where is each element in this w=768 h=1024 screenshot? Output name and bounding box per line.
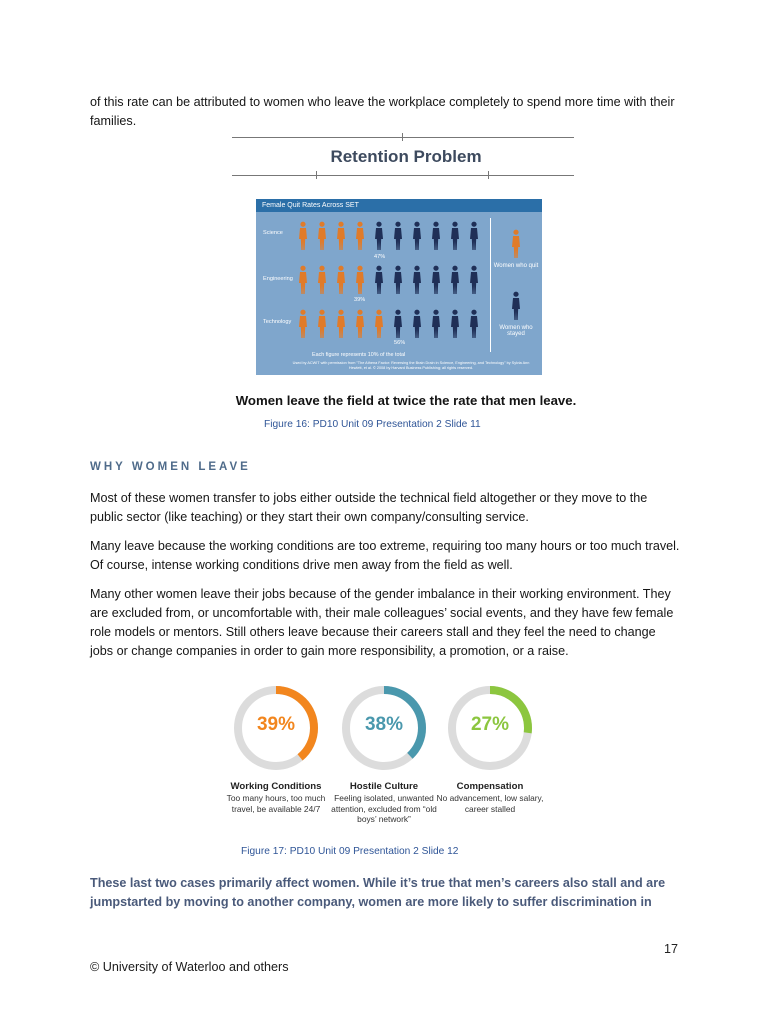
donut-compensation bbox=[446, 684, 534, 772]
rule-tick bbox=[488, 171, 489, 179]
paragraph-3: Many other women leave their jobs because of the gender imbalance in their working environment. They are excluded from, or uncomfortable with, their male colleagues’ social events, and they have few female role models or mentors. Still others leave because their careers stall and they feel the need to change jobs or change companies in order to gain more responsibility, a promotion, or a raise. bbox=[90, 587, 674, 658]
woman-stayed-figure bbox=[469, 309, 479, 339]
woman-stayed-figure bbox=[450, 221, 460, 251]
woman-stayed-figure bbox=[393, 221, 403, 251]
woman-quit-figure bbox=[355, 265, 365, 295]
woman-stayed-figure bbox=[431, 265, 441, 295]
woman-quit-figure bbox=[317, 265, 327, 295]
donut-percent: 27% bbox=[470, 714, 510, 735]
figure-credit: Used by ACWIT with permission from "The Athena Factor: Reversing the Brain Drain in Science, Engineering, and Technology" by Sylvia Ann Hewlett, et al. © 2008 by Harvard Business Publishing; all rights reserved. bbox=[292, 361, 530, 370]
row-label-science: Science bbox=[263, 230, 283, 236]
woman-quit-figure bbox=[298, 221, 308, 251]
donut-description: Feeling isolated, unwanted attention, excluded from “old boys’ network” bbox=[331, 793, 437, 824]
woman-quit-figure bbox=[298, 265, 308, 295]
woman-stayed-figure bbox=[431, 309, 441, 339]
donut-percent: 39% bbox=[256, 714, 296, 735]
donut-description: No advancement, low salary, career stalled bbox=[436, 793, 544, 814]
row-label-engineering: Engineering bbox=[263, 276, 293, 282]
bottom-rule bbox=[232, 175, 574, 176]
legend-divider bbox=[490, 218, 491, 352]
rule-tick bbox=[316, 171, 317, 179]
donut-working-conditions bbox=[232, 684, 320, 772]
paragraph-1: Most of these women transfer to jobs either outside the technical field altogether or they move to the public sector (like teaching) or they start their own company/consulting service. bbox=[90, 491, 648, 524]
page-number: 17 bbox=[663, 942, 678, 956]
woman-quit-figure bbox=[298, 309, 308, 339]
woman-stayed-figure bbox=[431, 221, 441, 251]
figure-why-women-leave bbox=[220, 676, 550, 840]
donut-percent: 38% bbox=[364, 714, 404, 735]
percent-label-science: 47% bbox=[374, 254, 386, 260]
donut-hostile-culture bbox=[340, 684, 428, 772]
figure-subtitle: Women leave the field at twice the rate that men leave. bbox=[235, 393, 577, 408]
percent-label-engineering: 39% bbox=[354, 297, 366, 303]
donut-title: Working Conditions bbox=[230, 781, 322, 792]
figure-retention-problem bbox=[218, 131, 594, 417]
figure-title: Retention Problem bbox=[330, 147, 482, 166]
woman-quit-figure bbox=[336, 265, 346, 295]
figure-note: Each figure represents 10% of the total bbox=[312, 352, 406, 358]
woman-stayed-figure bbox=[412, 221, 422, 251]
donut-title: Compensation bbox=[456, 781, 524, 792]
woman-quit-figure bbox=[317, 221, 327, 251]
intro-paragraph: of this rate can be attributed to women who leave the workplace completely to spend more time with their families. bbox=[90, 95, 675, 128]
woman-stayed-figure bbox=[374, 221, 384, 251]
woman-quit-figure bbox=[374, 309, 384, 339]
rule-tick bbox=[402, 133, 403, 141]
woman-quit-figure bbox=[355, 221, 365, 251]
woman-quit-figure bbox=[336, 221, 346, 251]
percent-label-technology: 56% bbox=[394, 340, 406, 346]
legend-women-who-stayed: Women who stayed bbox=[499, 325, 533, 337]
woman-stayed-figure bbox=[393, 309, 403, 339]
row-label-technology: Technology bbox=[263, 319, 292, 325]
woman-stayed-figure bbox=[469, 265, 479, 295]
woman-quit-figure bbox=[355, 309, 365, 339]
legend-women-who-quit: Women who quit bbox=[493, 263, 539, 269]
woman-stayed-figure bbox=[374, 265, 384, 295]
woman-stayed-figure bbox=[393, 265, 403, 295]
donut-description: Too many hours, too much travel, be available 24/7 bbox=[226, 793, 326, 814]
woman-stayed-figure bbox=[450, 265, 460, 295]
footer-copyright: © University of Waterloo and others bbox=[90, 960, 289, 974]
figure16-caption: Figure 16: PD10 Unit 09 Presentation 2 Slide 11 bbox=[264, 419, 481, 430]
donut-title: Hostile Culture bbox=[349, 781, 419, 792]
legend-quit-figure bbox=[511, 229, 521, 259]
section-heading: WHY WOMEN LEAVE bbox=[90, 461, 251, 473]
woman-stayed-figure bbox=[450, 309, 460, 339]
woman-stayed-figure bbox=[412, 309, 422, 339]
woman-quit-figure bbox=[317, 309, 327, 339]
woman-stayed-figure bbox=[469, 221, 479, 251]
woman-quit-figure bbox=[336, 309, 346, 339]
panel-header: Female Quit Rates Across SET bbox=[256, 199, 542, 212]
quit-rates-panel bbox=[256, 199, 542, 375]
legend-stayed-figure bbox=[511, 291, 521, 321]
figure17-caption: Figure 17: PD10 Unit 09 Presentation 2 Slide 12 bbox=[241, 846, 459, 857]
top-rule bbox=[232, 137, 574, 138]
woman-stayed-figure bbox=[412, 265, 422, 295]
paragraph-2: Many leave because the working conditions are too extreme, requiring too many hours or too much travel. Of course, intense working conditions drive men away from the field as well. bbox=[90, 539, 680, 572]
closing-paragraph: These last two cases primarily affect women. While it’s true that men’s careers also stall and are jumpstarted by moving to another company, women are more likely to suffer discrimination in bbox=[90, 876, 666, 909]
